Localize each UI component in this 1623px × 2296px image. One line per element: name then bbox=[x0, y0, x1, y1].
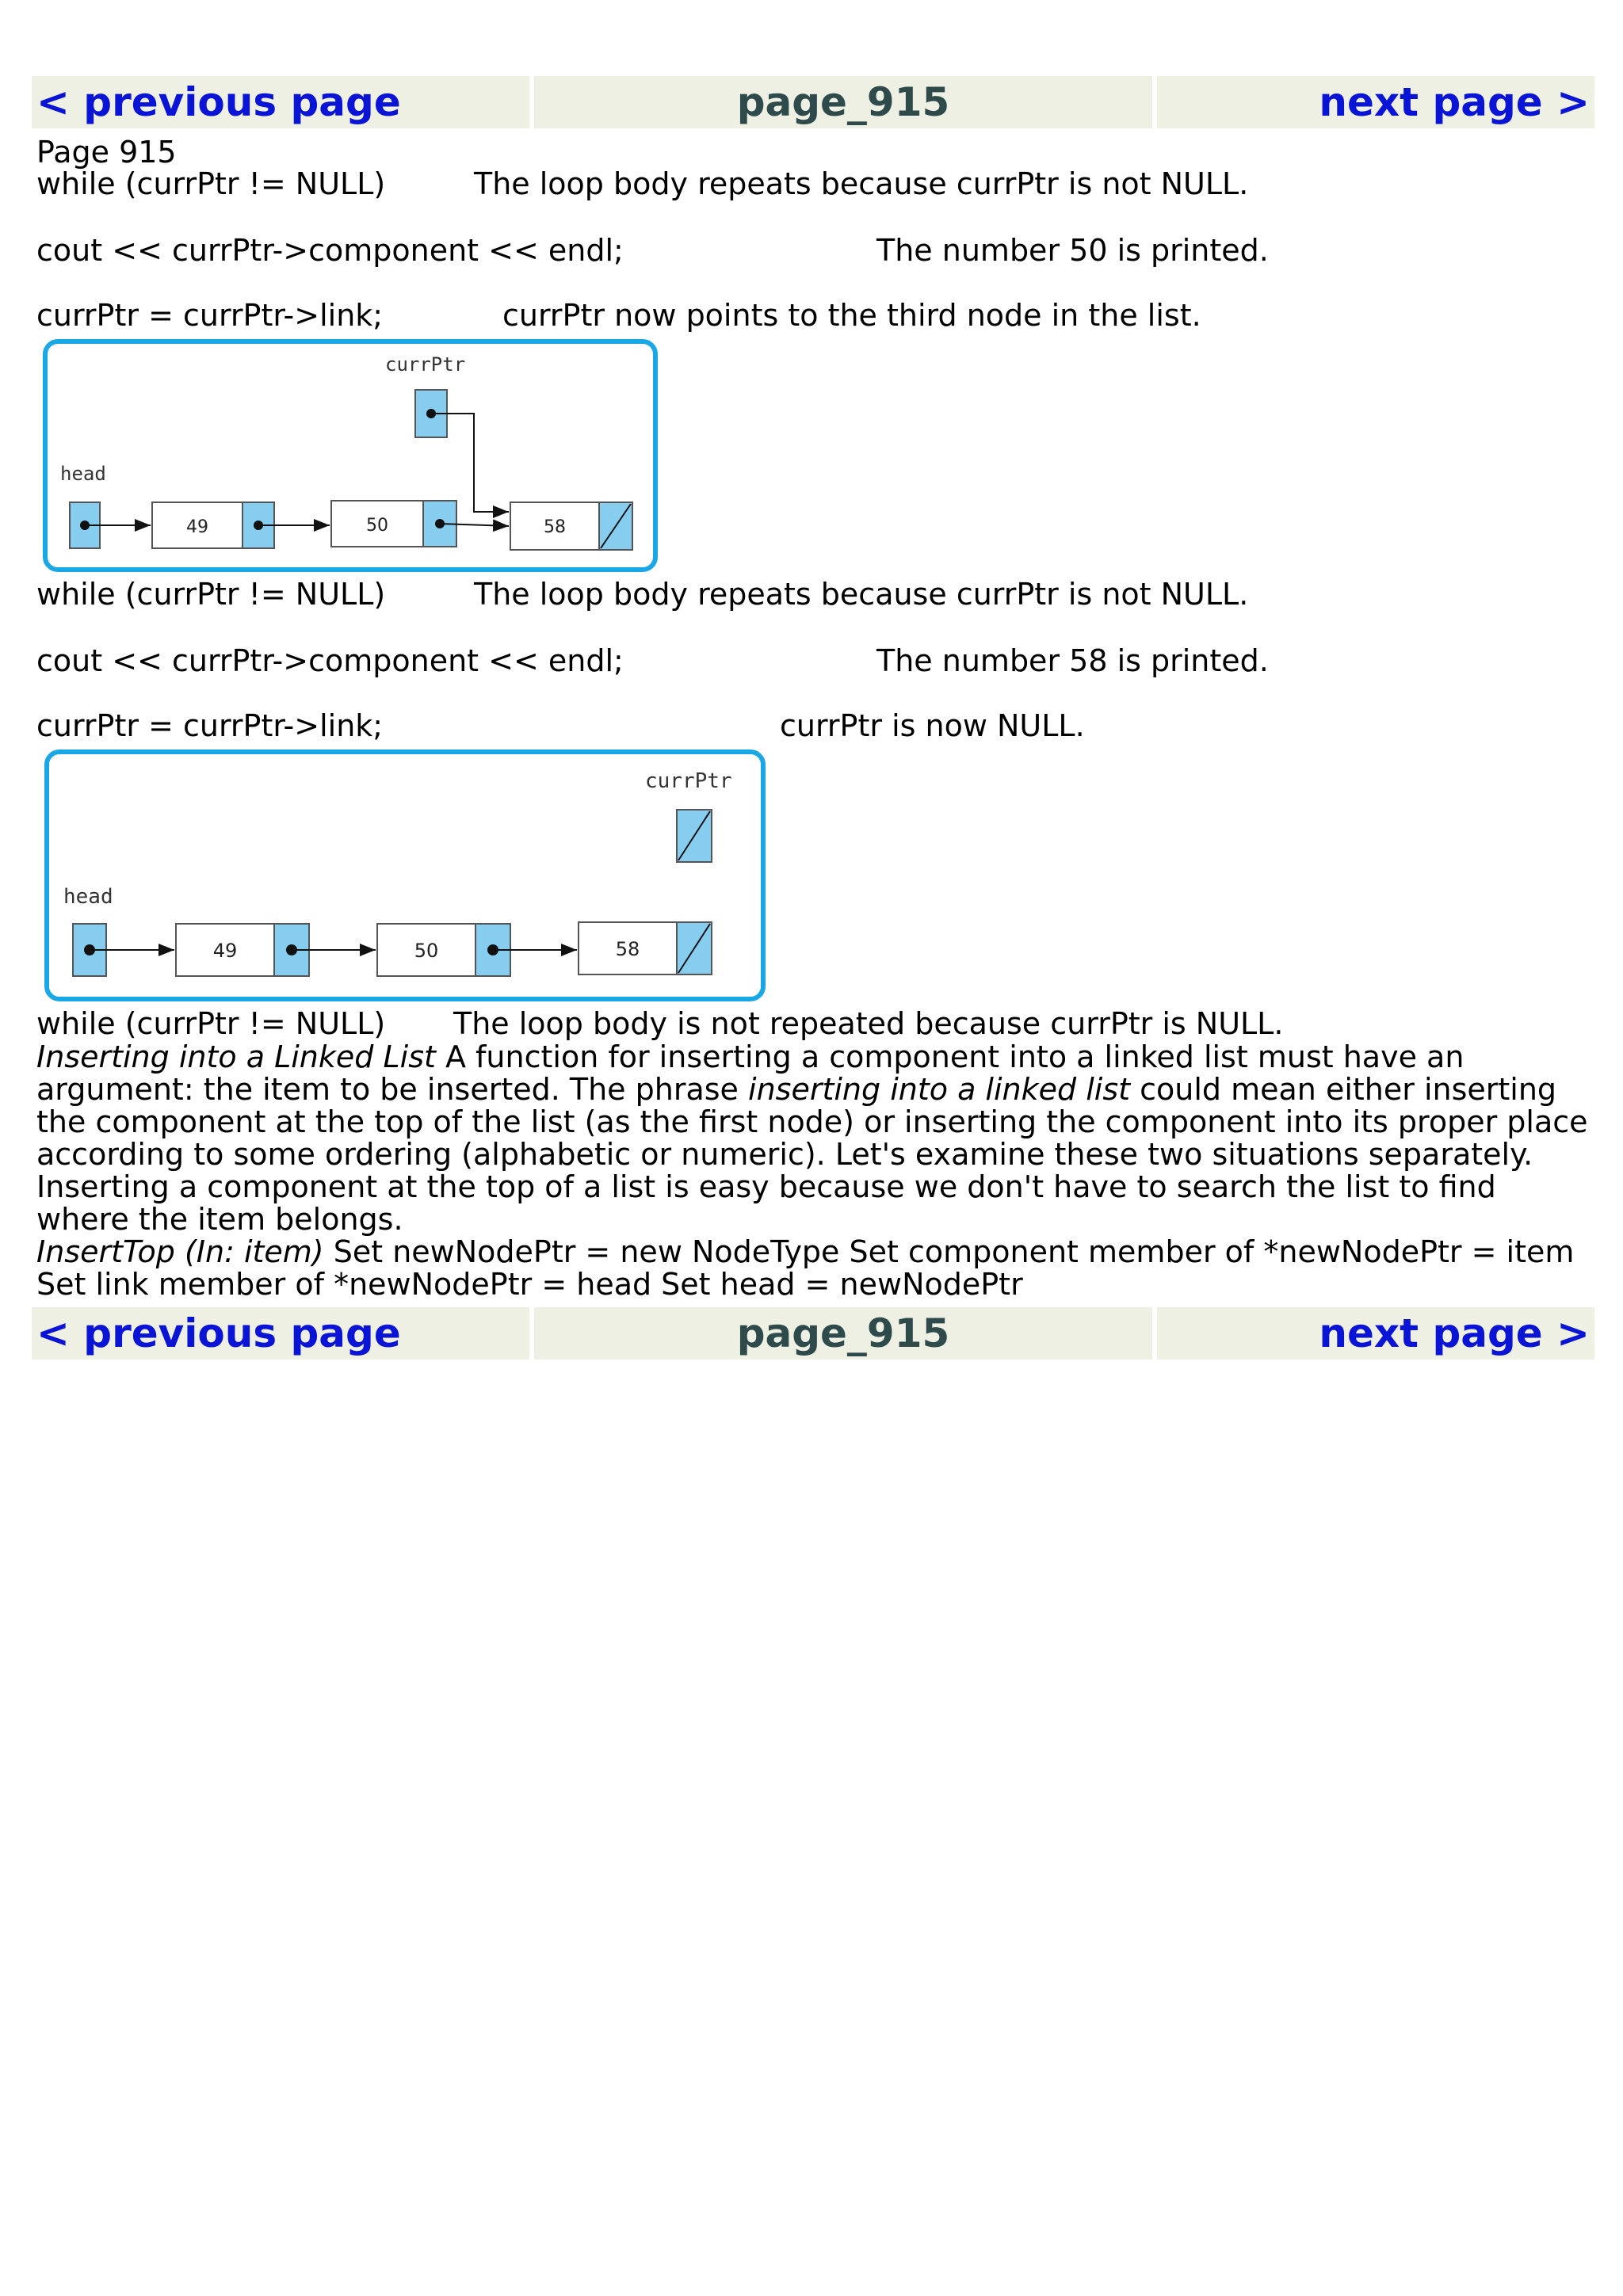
step-comment: The number 50 is printed. bbox=[876, 233, 1269, 268]
step-comment: currPtr is now NULL. bbox=[780, 708, 1085, 743]
top-nav bbox=[32, 76, 1594, 128]
step-code: cout << currPtr->component << endl; bbox=[36, 643, 624, 678]
step-code: while (currPtr != NULL) bbox=[36, 1006, 386, 1041]
page-label: page_915 bbox=[736, 1310, 950, 1356]
step-comment: The loop body repeats because currPtr is not NULL. bbox=[474, 166, 1249, 201]
step-comment: The loop body is not repeated because currPtr is NULL. bbox=[453, 1006, 1284, 1041]
page-label-cell bbox=[534, 76, 1152, 128]
italic-phrase: inserting into a linked list bbox=[748, 1072, 1131, 1107]
step-code: currPtr = currPtr->link; bbox=[36, 708, 384, 743]
step-code: currPtr = currPtr->link; bbox=[36, 298, 384, 333]
run-in-heading: Inserting into a Linked List bbox=[36, 1039, 436, 1074]
next-page-link[interactable]: next page > bbox=[1319, 1310, 1590, 1356]
page-label: page_915 bbox=[736, 79, 950, 125]
paragraph-text: Set newNodePtr = new NodeType Set component member of *newNodePtr = item Set link member of *newNodePtr = head Set head = newNodePtr bbox=[36, 1234, 1575, 1302]
step-comment: The number 58 is printed. bbox=[876, 643, 1269, 678]
next-cell bbox=[1157, 76, 1594, 128]
node-value: 58 bbox=[544, 517, 566, 537]
currptr-label: currPtr bbox=[645, 769, 732, 793]
prev-cell bbox=[32, 76, 529, 128]
step-code: cout << currPtr->component << endl; bbox=[36, 233, 624, 268]
next-page-link[interactable]: next page > bbox=[1319, 79, 1590, 125]
page-label-cell bbox=[534, 1307, 1152, 1360]
paragraph-top-insert bbox=[36, 1171, 1590, 1236]
paragraph-inserttop bbox=[36, 1236, 1590, 1301]
previous-page-link[interactable]: < previous page bbox=[36, 1310, 401, 1356]
paragraph-text: Inserting a component at the top of a list is easy because we don't have to search the list to find where the item belongs. bbox=[36, 1169, 1496, 1237]
node-value: 49 bbox=[186, 517, 208, 537]
node-value: 49 bbox=[212, 940, 238, 962]
node-value: 50 bbox=[414, 940, 439, 962]
prev-cell bbox=[32, 1307, 529, 1360]
paragraph-text: A function for inserting a component into a linked list must have an argument: the item to be inserted. The phrase bbox=[36, 1039, 1465, 1107]
linked-list-diagram-1 bbox=[43, 339, 658, 572]
head-label: head bbox=[63, 885, 113, 909]
paragraph-text: could mean either inserting the component at the top of the list (as the first node) or inserting the component into its proper place according to some ordering (alphabetic or numeric). Let's examine these two situations separately. bbox=[36, 1072, 1588, 1172]
page-number: Page 915 bbox=[36, 135, 177, 170]
bottom-nav bbox=[32, 1307, 1594, 1360]
step-code: while (currPtr != NULL) bbox=[36, 166, 386, 201]
currptr-label: currPtr bbox=[385, 353, 466, 376]
next-cell bbox=[1157, 1307, 1594, 1360]
head-label: head bbox=[60, 463, 106, 485]
step-comment: currPtr now points to the third node in the list. bbox=[502, 298, 1201, 333]
node-value: 58 bbox=[615, 938, 640, 960]
algorithm-name: InsertTop (In: item) bbox=[36, 1234, 324, 1269]
paragraph-inserting bbox=[36, 1041, 1590, 1171]
step-comment: The loop body repeats because currPtr is not NULL. bbox=[474, 577, 1249, 612]
previous-page-link[interactable]: < previous page bbox=[36, 79, 401, 125]
node-value: 50 bbox=[366, 516, 388, 536]
linked-list-diagram-2 bbox=[44, 749, 766, 1001]
step-code: while (currPtr != NULL) bbox=[36, 577, 386, 612]
